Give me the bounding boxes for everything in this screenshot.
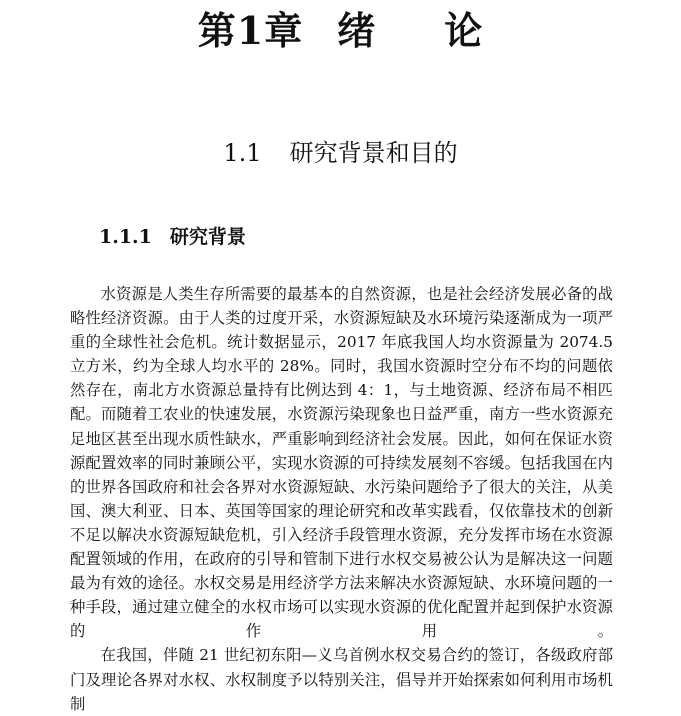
chapter-title-part1: 绪 [337, 8, 377, 53]
text-line: 在我国，伴随 21 世纪初东阳—义乌首例水权交易合约的签订，各级政府部门 [70, 646, 613, 689]
subsection-number: 1.1.1 [99, 226, 152, 248]
section-title: 研究背景和目的 [289, 139, 458, 167]
chapter-heading [0, 6, 681, 56]
text-line: 米，约为全球人均水平的 28%。同时，我国水资源时空分布不均的问题依然存在， [70, 357, 613, 400]
section-number: 1.1 [223, 139, 262, 167]
paragraph-1 [70, 282, 613, 643]
text-line: 过建立健全的水权市场可以实现水资源的优化配置并起到保护水资源的作用。 [70, 598, 613, 641]
text-line: 南北方水资源总量持有比例达到 4：1，与土地资源、经济布局不相匹配。而随着 [70, 381, 613, 424]
subsection-heading [99, 222, 246, 252]
chapter-title-part2: 论 [444, 8, 484, 53]
text-line: 亚、日本、英国等国家的理论研究和改革实践看，仅依靠技术的创新不足以解决 [70, 501, 613, 544]
subsection-title: 研究背景 [169, 226, 246, 248]
text-line: 出现水质性缺水，严重影响到经济社会发展。因此，如何在保证水资源配置效率 [70, 429, 613, 472]
section-heading [0, 136, 681, 170]
text-line: 及理论各界对水权、水权制度予以特别关注，倡导并开始探索如何利用市场机制 [70, 670, 613, 713]
text-line: 途径。水权交易是用经济学方法来解决水资源短缺、水环境问题的一种手段，通 [70, 574, 613, 617]
text-line: 工农业的快速发展，水资源污染现象也日益严重，南方一些水资源充足地区甚至 [70, 405, 613, 448]
chapter-number: 第1章 [197, 8, 304, 53]
paragraph-2 [70, 643, 613, 715]
text-line: 的同时兼顾公平，实现水资源的可持续发展刻不容缓。包括我国在内的世界各国 [70, 453, 613, 496]
text-line: 重的全球性社会危机。统计数据显示，2017 年底我国人均水资源量为 2074.5 立方 [70, 333, 613, 376]
text-line: 水资源短缺危机，引入经济手段管理水资源，充分发挥市场在水资源配置领域的 [70, 525, 613, 569]
text-line: 政府和社会各界对水资源短缺、水污染问题给予了很大的关注，从美国、澳大利 [70, 477, 613, 520]
text-line: 略性经济资源。由于人类的过度开采，水资源短缺及水环境污染逐渐成为一项严 [70, 309, 613, 328]
text-line: 水资源是人类生存所需要的最基本的自然资源，也是社会经济发展必备的战 [100, 285, 613, 303]
text-line: 作用，在政府的引导和管制下进行水权交易被公认为是解决这一问题最为有效的 [70, 550, 613, 593]
body-text [70, 282, 613, 716]
